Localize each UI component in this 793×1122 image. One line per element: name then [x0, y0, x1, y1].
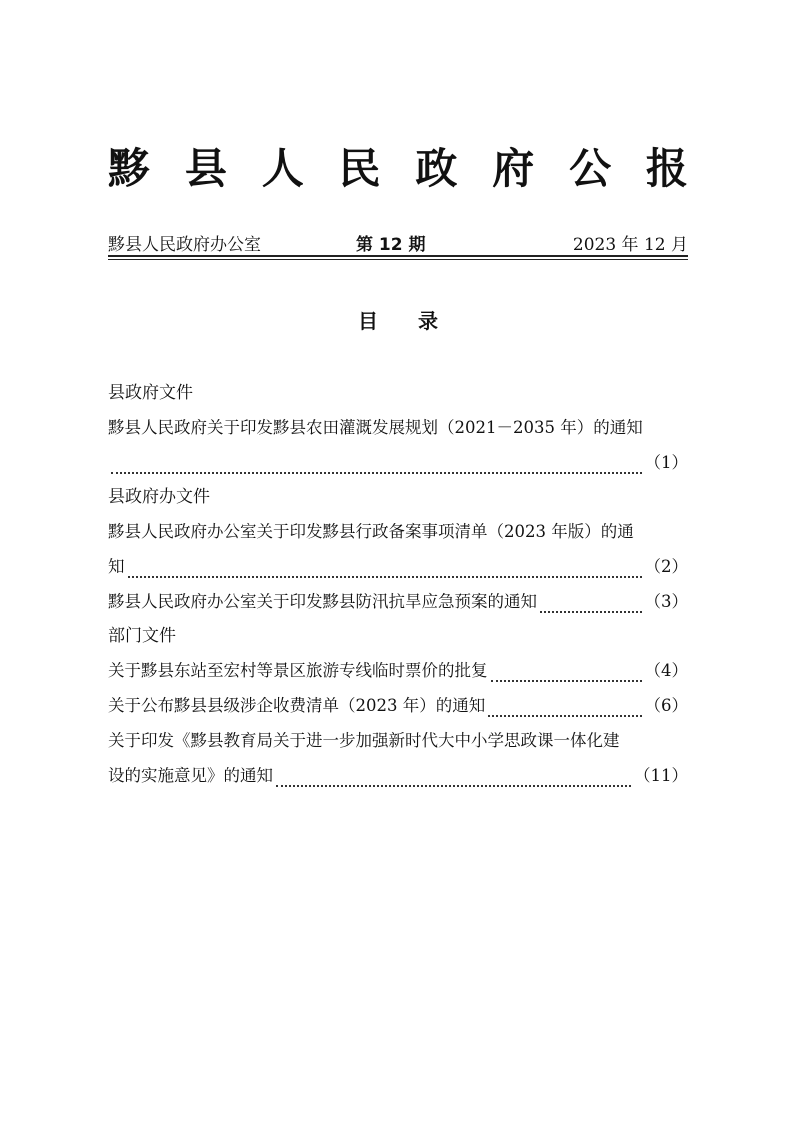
title-char: 报	[645, 144, 688, 193]
toc-entry-title: 黟县人民政府关于印发黟县农田灌溉发展规划（2021－2035 年）的通知	[108, 418, 643, 437]
toc-entry[interactable]	[108, 653, 688, 688]
toc-entry-title-cont: 知	[108, 557, 125, 576]
toc-entry-title-cont: 设的实施意见》的通知	[108, 766, 273, 785]
toc-entry-title: 关于印发《黟县教育局关于进一步加强新时代大中小学思政课一体化建	[108, 731, 620, 750]
issue-number: 第 12 期	[356, 235, 426, 255]
title-char: 人	[261, 144, 304, 193]
issue-info-row	[108, 228, 688, 254]
toc-entry-title: 关于公布黟县县级涉企收费清单（2023 年）的通知	[108, 696, 486, 715]
title-char: 县	[184, 144, 227, 193]
header-rule-thick	[108, 255, 688, 257]
toc-entry-title: 黟县人民政府办公室关于印发黟县防汛抗旱应急预案的通知	[108, 592, 537, 611]
toc-page-number: （2）	[644, 557, 688, 576]
toc-section-title: 县政府文件	[108, 383, 193, 403]
dot-leader	[276, 785, 631, 787]
toc-entry-leader[interactable]	[108, 758, 688, 793]
toc-entry-leader[interactable]	[108, 445, 688, 480]
toc-entry[interactable]	[108, 584, 688, 619]
header-rule-thin	[108, 259, 688, 260]
toc-heading: 目录	[358, 309, 478, 333]
dot-leader	[491, 680, 642, 682]
toc-page-number: （4）	[644, 661, 688, 680]
title-char: 公	[569, 144, 612, 193]
title-char: 黟	[108, 144, 151, 193]
dot-leader	[111, 472, 642, 474]
toc-entry[interactable]	[108, 514, 688, 549]
toc-page-number: （11）	[634, 766, 688, 785]
issuing-office: 黟县人民政府办公室	[108, 235, 261, 255]
toc-entry-title: 黟县人民政府办公室关于印发黟县行政备案事项清单（2023 年版）的通	[108, 522, 634, 541]
toc-entry[interactable]	[108, 723, 688, 758]
title-char: 府	[492, 144, 535, 193]
toc-section-title: 县政府办文件	[108, 487, 210, 507]
toc-page-number: （6）	[644, 696, 688, 715]
table-of-contents	[108, 376, 688, 793]
toc-entry[interactable]	[108, 688, 688, 723]
dot-leader	[540, 611, 642, 613]
dot-leader	[128, 576, 642, 578]
toc-section-title: 部门文件	[108, 626, 176, 646]
toc-page-number: （3）	[644, 592, 688, 611]
title-char: 政	[415, 144, 458, 193]
toc-page-number: （1）	[644, 453, 688, 472]
issue-date: 2023 年 12 月	[572, 235, 688, 255]
title-char: 民	[338, 144, 381, 193]
toc-entry-leader[interactable]	[108, 549, 688, 584]
bulletin-title	[108, 139, 688, 199]
toc-entry[interactable]	[108, 410, 688, 445]
dot-leader	[488, 715, 641, 717]
toc-entry-title: 关于黟县东站至宏村等景区旅游专线临时票价的批复	[108, 661, 488, 680]
